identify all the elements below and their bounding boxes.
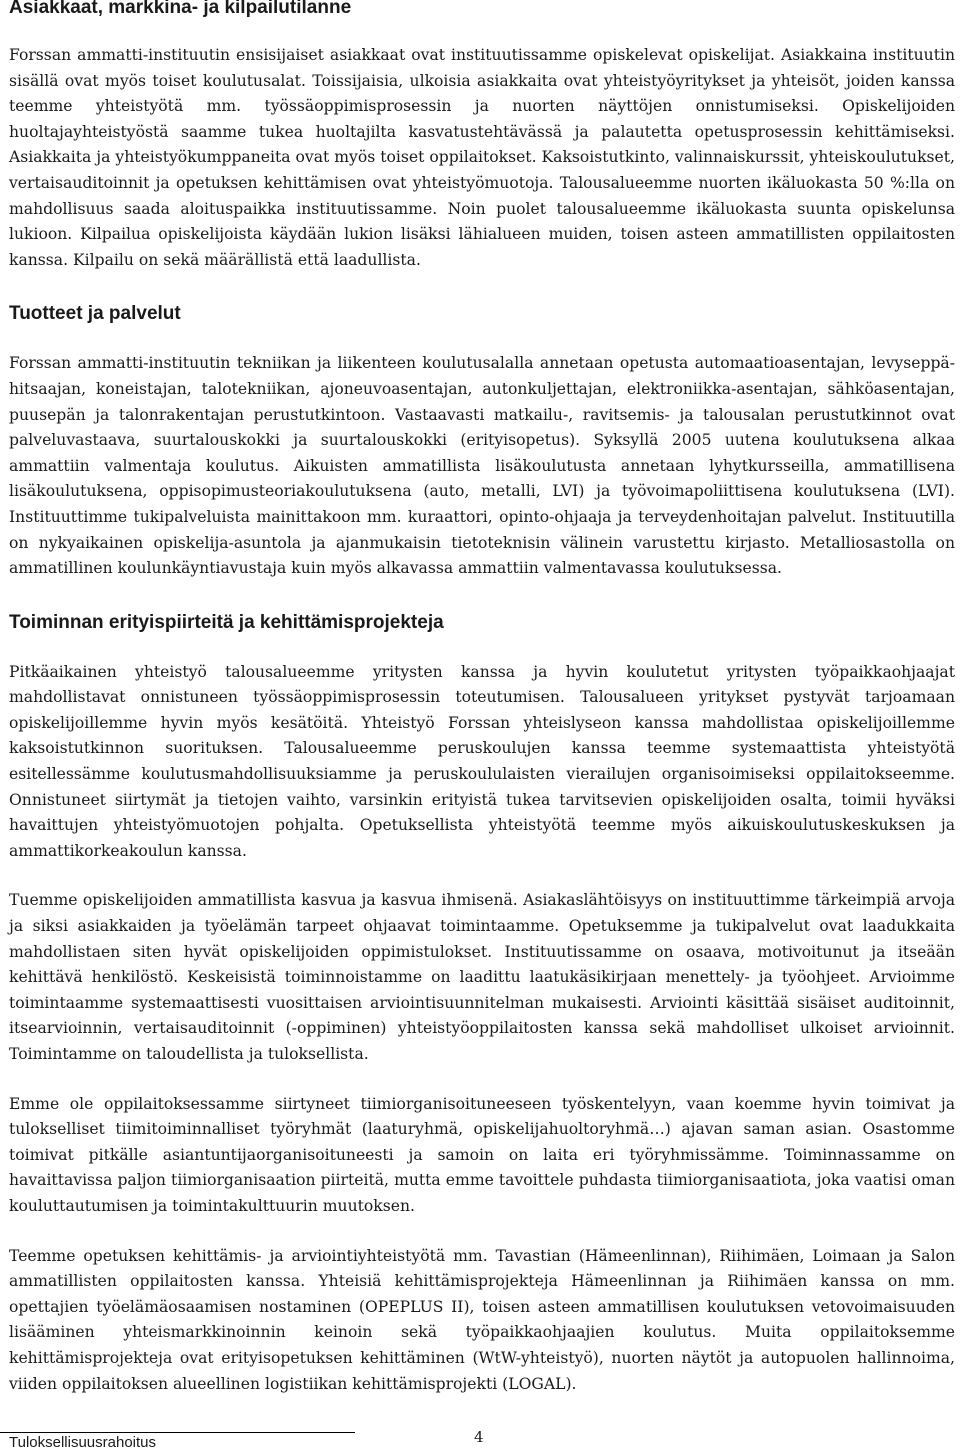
paragraph-features-3: Emme ole oppilaitoksessamme siirtyneet tiimiorganisoituneeseen työskentelyyn, vaan koemme hyvin toimivat ja tulokselliset tiimitoiminnalliset työryhmät (laaturyhmä, opiskelijahuoltoryhmä…) ajavan saman asian. Osastomme toimivat pitkälle asiantuntijaorganisoituneesti ja samoin on laita eri työryhmissämme. Toiminnassamme on havaittavissa paljon tiimiorganisaation piirteitä, mutta emme tavoittele puhdasta tiimiorganisaatiota, joka vaatisi oman kouluttautumisen ja toimintakulttuurin muutoksen. <box>9 1094 955 1215</box>
paragraph-products: Forssan ammatti-instituutin tekniikan ja liikenteen koulutusalalla annetaan opetusta automaatioasentajan, levyseppä-hitsaajan, koneistajan, talotekniikan, ajoneuvoasentajan, autonkuljettajan, elektroniikka-asentajan, sähköasentajan, puusepän ja talonrakentajan perustutkintoon. Vastaavasti matkailu-, ravitsemis- ja talousalan perustutkinnot ovat palveluvastaava, suurtalouskokki ja suurtalouskokki (erityisopetus). Syksyllä 2005 uutena koulutuksena alkaa ammattiin valmentaja koulutus. Aikuisten ammatillista lisäkoulutusta annetaan lyhytkursseilla, ammatillisena lisäkoulutuksena, oppisopimusteoriakoulutuksena (auto, metalli, LVI) ja työvoimapoliittisena koulutuksena (LVI). Instituuttimme tukipalveluista mainittakoon mm. kuraattori, opinto-ohjaaja ja terveydenhoitajan palvelut. Instituutilla on nykyaikainen opiskelija-asuntola ja ajanmukaisin tietoteknisin välinein varustettu kirjasto. Metalliosastolla on ammatillinen koulunkäyntiavustaja kuin myös alkavassa ammattiin valmentavassa koulutuksessa. <box>9 354 955 578</box>
paragraph-features-4: Teemme opetuksen kehittämis- ja arviointiyhteistyötä mm. Tavastian (Hämeenlinnan), Riihimäen, Loimaan ja Salon ammatillisten oppilaitosten kanssa. Yhteisiä kehittämisprojekteja Hämeenlinnan ja Riihimäen kanssa on mm. opettajien työelämäosaamisen nostaminen (OPEPLUS II), toisen asteen ammatillisen koulutuksen vetovoimaisuuden lisääminen yhteismarkkinoinnin keinoin sekä työpaikkaohjaajien koulutus. Muita oppilaitoksemme kehittämisprojekteja ovat erityisopetuksen kehittäminen (WtW-yhteistyö), nuorten näytöt ja autopuolen hallinnoima, viiden oppilaitoksen alueellinen logistiikan kehittämisprojekti (LOGAL). <box>9 1246 955 1393</box>
section-heading-products: Tuotteet ja palvelut <box>9 303 181 325</box>
paragraph-customers: Forssan ammatti-instituutin ensisijaiset asiakkaat ovat instituutissamme opiskelevat opiskelijat. Asiakkaina instituutin sisällä ovat myös toiset koulutusalat. Toissijaisia, ulkoisia asiakkaita ovat yhteistyöyritykset ja yhteisöt, joiden kanssa teemme yhteistyötä mm. työssäoppimisprosessin ja nuorten näyttöjen onnistumiseksi. Opiskelijoiden huoltajayhteistyöstä saamme tukea huoltajilta kasvatustehtävässä ja palautetta opetusprosessin kehittämiseksi. Asiakkaita ja yhteistyökumppaneita ovat myös toiset oppilaitokset. Kaksoistutkinto, valinnaiskurssit, yhteiskoulutukset, vertaisauditoinnit ja opetuksen kehittämisen ovat yhteistyömuotoja. Talousalueemme nuorten ikäluokasta 50 %:lla on mahdollisuus saada aloituspaikka instituutissamme. Noin puolet talousalueemme ikäluokasta suunta opiskelunsa lukioon. Kilpailua opiskelijoista käydään lukion lisäksi lähialueen muiden, toisen asteen ammatillisten oppilaitosten kanssa. Kilpailu on sekä määrällistä että laadullista. <box>9 46 955 269</box>
section-products <box>9 303 955 581</box>
section-features <box>9 612 955 1397</box>
footer-divider <box>0 1432 355 1433</box>
paragraph-features-1: Pitkäaikainen yhteistyö talousalueemme yritysten kanssa ja hyvin koulutetut yritysten työpaikkaohjaajat mahdollistavat onnistuneen työssäoppimisprosessin toteutumisen. Talousalueen yritykset pystyvät tarjoamaan opiskelijoillemme hyvin myös kesätöitä. Yhteistyö Forssan yhteislyseon kanssa mahdollistaa opiskelijoillemme kaksoistutkinnon suorituksen. Talousalueemme peruskoulujen kanssa teemme systemaattista yhteistyötä esitellessämme koulutusmahdollisuuksiamme ja peruskoululaisten vierailujen organisoimiseksi oppilaitokseemme. Onnistuneet siirtymät ja tietojen vaihto, varsinkin erityistä tukea tarvitsevien opiskelijoiden osalta, toimii hyväksi havaittujen yhteistyömuotojen pohjalta. Opetuksellista yhteistyötä teemme myös aikuiskoulutuskeskuksen ja ammattikorkeakoulun kanssa. <box>9 662 955 860</box>
document-page <box>9 0 955 1397</box>
section-heading-customers: Asiakkaat, markkina- ja kilpailutilanne <box>9 0 352 18</box>
section-customers <box>9 0 955 273</box>
paragraph-features-2: Tuemme opiskelijoiden ammatillista kasvua ja kasvua ihmisenä. Asiakaslähtöisyys on instituuttimme tärkeimpiä arvoja ja siksi asiakkaiden ja työelämän tarpeet ohjaavat toimintaamme. Opetuksemme ja tukipalvelut ovat laadukkaita mahdollistaen siten hyvät opiskelijoiden oppimistulokset. Instituutissamme on osaava, motivoitunut ja itseään kehittävä henkilöstö. Keskeisistä toiminnoistamme on laadittu laatukäsikirjaan menettely- ja työohjeet. Arvioimme toimintaamme systemaattisesti vuosittaisen arviointisuunnitelman mukaisesti. Arviointi käsittää sisäiset auditoinnit, itsearvioinnin, vertaisauditoinnit (-oppiminen) yhteistyöoppilaitosten kanssa sekä mahdolliset ulkoiset arvioinnit. Toimintamme on taloudellista ja tuloksellista. <box>9 891 955 1063</box>
section-heading-features: Toiminnan erityispiirteitä ja kehittämisprojekteja <box>9 611 444 633</box>
footer-title: Tuloksellisuusrahoitus <box>9 1434 157 1451</box>
page-number: 4 <box>474 1428 484 1446</box>
